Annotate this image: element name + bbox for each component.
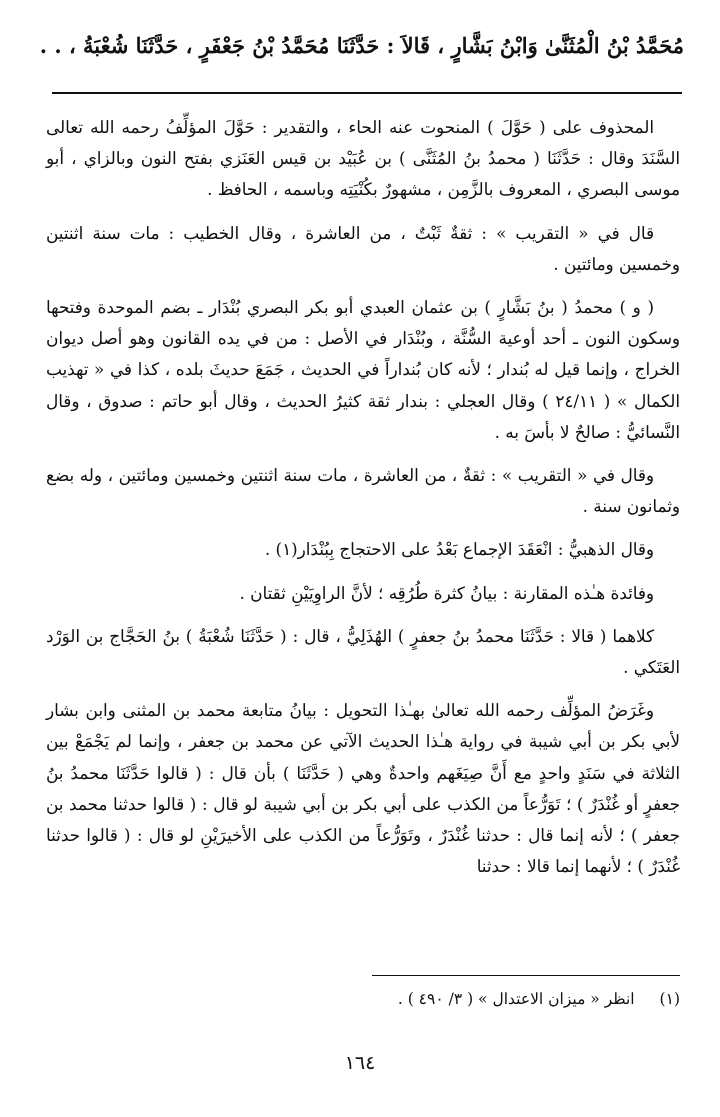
- commentary-paragraph: وقال الذهبيُّ : انْعَقَدَ الإجماع بَعْدُ على الاحتجاج بِبُنْدَار(١) .: [264, 539, 654, 560]
- footnote-number: (١): [659, 990, 680, 1008]
- footnote: [46, 986, 680, 1012]
- hadith-text-line: مُحَمَّدُ بْنُ الْمُثَنَّىٰ وَابْنُ بَشَّارٍ ، قَالاَ : حَدَّثَنَا مُحَمَّدُ بْنُ جَعْفَرٍ ، حَدَّثَنَا شُعْبَةُ ، . .: [40, 33, 684, 58]
- commentary-paragraph: وغَرَضُ المؤلِّف رحمه الله تعالىٰ بهـٰذا التحويل : بيانُ متابعة محمد بن المثنى وابن بشار لأبي بكر بن أبي شيبة في رواية هـٰذا الحديث الآتي عن محمد بن جعفر ، وإنما لم يَجْمَعْ بين الثلاثة في سَنَدٍ واحدٍ مع أَنَّ صِيَغَهم واحدةٌ وهي ( حَدَّثَنَا ) بأن قال : ( قالوا حَدَّثَنَا محمدُ بنُ جعفرٍ أو غُنْدَرٌ ) ؛ تَوَرُّعاً من الكذب على أبي بكر بن أبي شيبة لو قال : ( قالوا حدثنا محمد بن جعفر ) ؛ لأنه إنما قال : حدثنا غُنْدَرٌ ، وتَوَرُّعاً من الكذب على الأخيرَيْنِ لو قال : ( قالوا حدثنا غُنْدَرٌ ) ؛ لأنهما إنما قالا : حدثنا: [46, 700, 680, 877]
- commentary-paragraph: ( و ) محمدُ ( بنُ بَشَّارٍ ) بن عثمان العبدي أبو بكر البصري بُنْدَار ـ بضم الموحدة وفتحها وسكون النون ـ أحد أوعية السُّنَّة ، وبُنْدَار في الأصل : من في يده القانون وهو أصل ديوان الخراج ، وإنما قيل له بُندار ؛ لأنه كان بُنداراً في الحديث ، جَمَعَ حديثَ بلده ، كذا في « تهذيب الكمال » ( ٢٤/١١ ) وقال العجلي : بندار ثقة كثيرُ الحديث ، وقال أبو حاتم : صدوق ، وقال النَّسائيُّ : صالحٌ لا بأسَ به .: [46, 297, 680, 442]
- commentary-paragraph: قال في « التقريب » : ثقةٌ ثَبْتٌ ، من العاشرة ، وقال الخطيب : مات سنة اثنتين وخمسين ومائتين .: [46, 222, 680, 274]
- commentary-paragraph: كلاهما ( قالا : حَدَّثَنَا محمدُ بنُ جعفرٍ ) الهُذَلِيُّ ، قال : ( حَدَّثَنَا شُعْبَةُ ) بنُ الحَجَّاج بن الوَرْد العَتَكي .: [46, 625, 680, 678]
- commentary-paragraph: المحذوف على ( حَوَّلَ ) المنحوت عنه الحاء ، والتقدير : حَوَّلَ المؤلِّفُ رحمه الله تعالى السَّنَدَ وقال : حَدَّثَنَا ( محمدُ بنُ المُثَنَّى ) بن عُبَيْد بن قيس العَنَزي بفتح النون وبالزاي ، أبو موسى البصري ، المعروف بالزَّمِن ، مشهورٌ بكُنْيَتِه وباسمه ، الحافظ .: [46, 117, 680, 200]
- page-number: ١٦٤: [344, 1052, 376, 1074]
- footnote-text: انظر « ميزان الاعتدال » ( ٣/ ٤٩٠ ) .: [397, 990, 635, 1008]
- commentary-paragraph: وفائدة هـٰذه المقارنة : بيانُ كثرة طُرُقِه ؛ لأنَّ الراوِيَيْنِ ثقتان .: [239, 582, 654, 603]
- top-divider: [52, 92, 682, 94]
- commentary-paragraph: وقال في « التقريب » : ثقةٌ ، من العاشرة ، مات سنة اثنتين وخمسين ومائتين ، وله بضع وثمانون سنة .: [46, 465, 680, 517]
- footnote-divider: [372, 975, 680, 976]
- commentary-body: [46, 112, 680, 894]
